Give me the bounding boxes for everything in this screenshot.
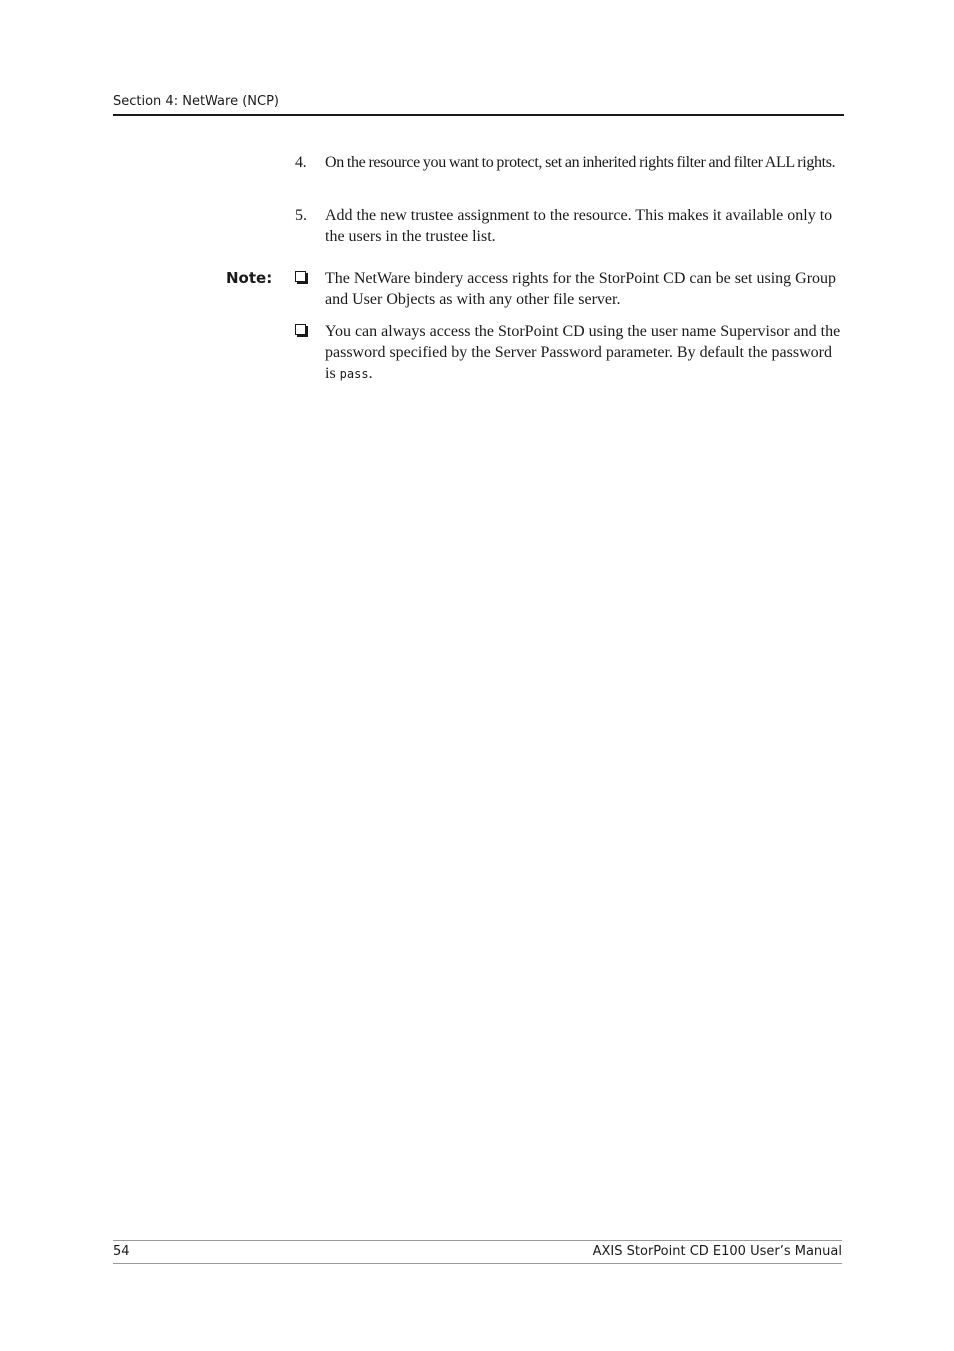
step-number: 4. [295,154,307,171]
note-bullet [295,321,845,385]
default-password-code: pass [339,367,369,381]
note-bullet-text [325,321,845,385]
step-item [295,205,845,247]
page-number: 54 [113,1244,130,1259]
step-text: On the resource you want to protect, set an inherited rights filter and filter ALL rights. [325,154,836,171]
step-text: Add the new trustee assignment to the resource. This makes it available only to the users in the trustee list. [325,207,833,245]
manual-title: AXIS StorPoint CD E100 User’s Manual [592,1244,842,1259]
step-number: 5. [295,207,307,224]
note-text-after: . [368,365,373,382]
page-header [113,92,844,116]
section-title: Section 4: NetWare (NCP) [113,94,279,109]
note-text-before: You can always access the StorPoint CD using the user name Supervisor and the password specified by the Server Password parameter. By default the password is [325,323,841,382]
step-item [295,152,845,173]
checkbox-icon [295,271,309,285]
checkbox-icon [295,324,309,338]
page-footer [113,1240,842,1264]
note-bullet [295,268,845,310]
note-bullet-text: The NetWare bindery access rights for the StorPoint CD can be set using Group and User Objects as with any other file server. [325,270,837,308]
note-label: Note: [226,269,273,287]
